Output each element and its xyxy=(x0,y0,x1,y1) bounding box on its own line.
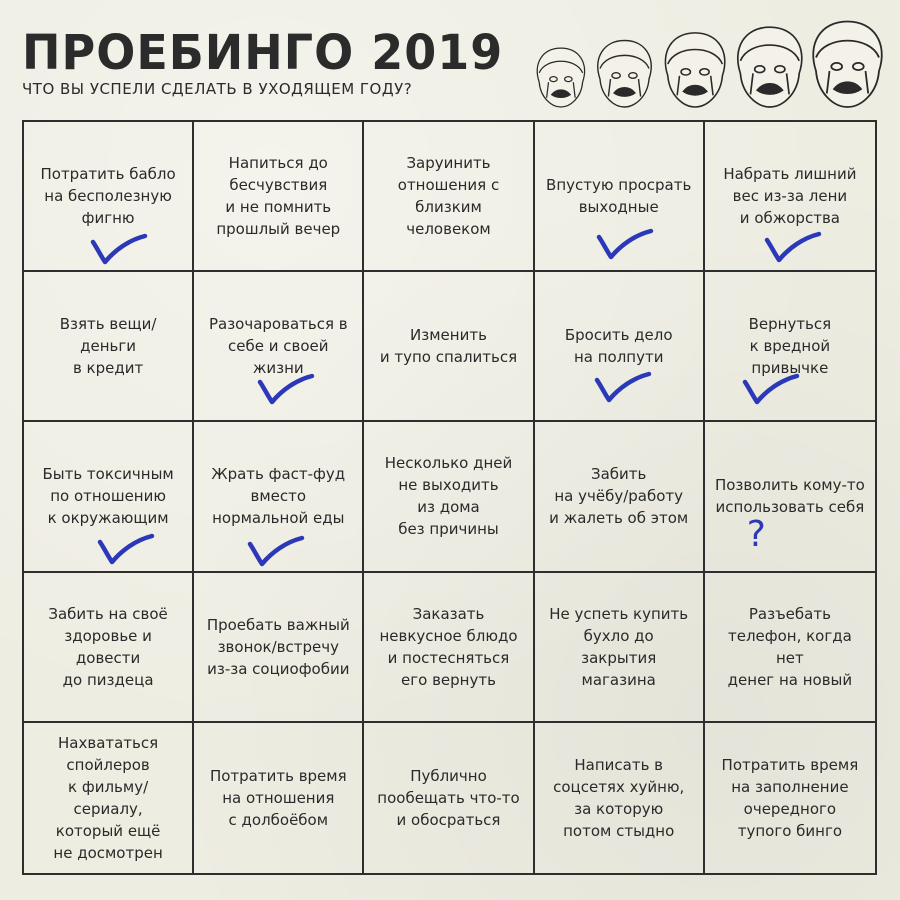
cell-text: Жрать фаст-фуд вместо нормальной еды xyxy=(211,465,346,528)
checkmark-icon xyxy=(89,232,149,272)
cell-text: Забить на своё здоровье и довести до пиздеца xyxy=(48,604,168,689)
page-title: ПРОЕБИНГО 2019 xyxy=(22,23,504,81)
crying-faces-icon xyxy=(525,15,885,115)
page-subtitle: ЧТО ВЫ УСПЕЛИ СДЕЛАТЬ В УХОДЯЩЕМ ГОДУ? xyxy=(22,80,413,98)
bingo-cell[interactable] xyxy=(24,122,194,272)
bingo-cell[interactable] xyxy=(364,422,534,572)
cell-text: Разъебать телефон, когда нет денег на новый xyxy=(727,604,853,689)
bingo-cell[interactable] xyxy=(535,272,705,422)
bingo-cell[interactable] xyxy=(24,422,194,572)
cell-text: Набрать лишний вес из-за лени и обжорства xyxy=(723,165,857,228)
bingo-cell[interactable] xyxy=(705,723,875,873)
bingo-cell[interactable] xyxy=(705,573,875,723)
cell-text: Нахвататься спойлеров к фильму/сериалу, который ещё не досмотрен xyxy=(53,733,163,862)
bingo-cell[interactable] xyxy=(194,573,364,723)
cell-text: Потратить время на заполнение очередного тупого бинго xyxy=(721,755,859,840)
bingo-cell[interactable] xyxy=(535,723,705,873)
crying-faces-illustration xyxy=(525,15,885,115)
cell-text: Забить на учёбу/работу и жалеть об этом xyxy=(549,465,689,528)
bingo-cell[interactable] xyxy=(364,272,534,422)
bingo-cell[interactable] xyxy=(705,272,875,422)
cell-text: Изменить и тупо спалиться xyxy=(379,326,518,367)
bingo-cell[interactable] xyxy=(535,422,705,572)
checkmark-icon xyxy=(763,230,823,270)
question-mark-icon: ? xyxy=(746,514,766,556)
cell-text: Бросить дело на полпути xyxy=(564,326,673,367)
bingo-cell[interactable] xyxy=(364,723,534,873)
cell-text: Заказать невкусное блюдо и постесняться его вернуть xyxy=(379,604,518,689)
bingo-cell[interactable] xyxy=(705,422,875,572)
bingo-cell[interactable] xyxy=(705,122,875,272)
cell-text: Разочароваться в себе и своей жизни xyxy=(208,315,348,378)
bingo-cell[interactable] xyxy=(194,723,364,873)
bingo-grid xyxy=(22,120,877,875)
bingo-cell[interactable] xyxy=(535,573,705,723)
cell-text: Не успеть купить бухло до закрытия магазина xyxy=(549,604,689,689)
checkmark-icon xyxy=(593,370,653,410)
bingo-cell[interactable] xyxy=(194,422,364,572)
checkmark-icon xyxy=(246,534,306,572)
bingo-cell[interactable] xyxy=(24,723,194,873)
bingo-cell[interactable] xyxy=(364,122,534,272)
checkmark-icon xyxy=(96,532,156,572)
cell-text: Потратить время на отношения с долбоёбом xyxy=(209,766,347,829)
cell-text: Несколько дней не выходить из дома без причины xyxy=(384,454,513,539)
cell-text: Вернуться к вредной привычке xyxy=(748,315,832,378)
cell-text: Напиться до бесчувствия и не помнить прошлый вечер xyxy=(216,154,341,239)
cell-text: Заруинить отношения с близким человеком xyxy=(397,154,500,239)
cell-text: Впустую просрать выходные xyxy=(546,176,692,217)
cell-text: Проебать важный звонок/встречу из-за социофобии xyxy=(206,615,350,678)
bingo-cell[interactable] xyxy=(24,573,194,723)
bingo-cell[interactable] xyxy=(194,122,364,272)
checkmark-icon xyxy=(595,227,655,267)
bingo-cell[interactable] xyxy=(364,573,534,723)
cell-text: Публично пообещать что-то и обосраться xyxy=(377,766,520,829)
bingo-cell[interactable] xyxy=(194,272,364,422)
cell-text: Потратить бабло на бесполезную фигню xyxy=(40,165,176,228)
bingo-cell[interactable] xyxy=(535,122,705,272)
bingo-cell[interactable] xyxy=(24,272,194,422)
cell-text: Быть токсичным по отношению к окружающим xyxy=(42,465,174,528)
header xyxy=(22,18,542,108)
cell-text: Взять вещи/деньги в кредит xyxy=(59,315,157,378)
cell-text: Позволить кому-то использовать себя xyxy=(714,476,865,517)
cell-text: Написать в соцсетях хуйню, за которую потом стыдно xyxy=(553,755,685,840)
